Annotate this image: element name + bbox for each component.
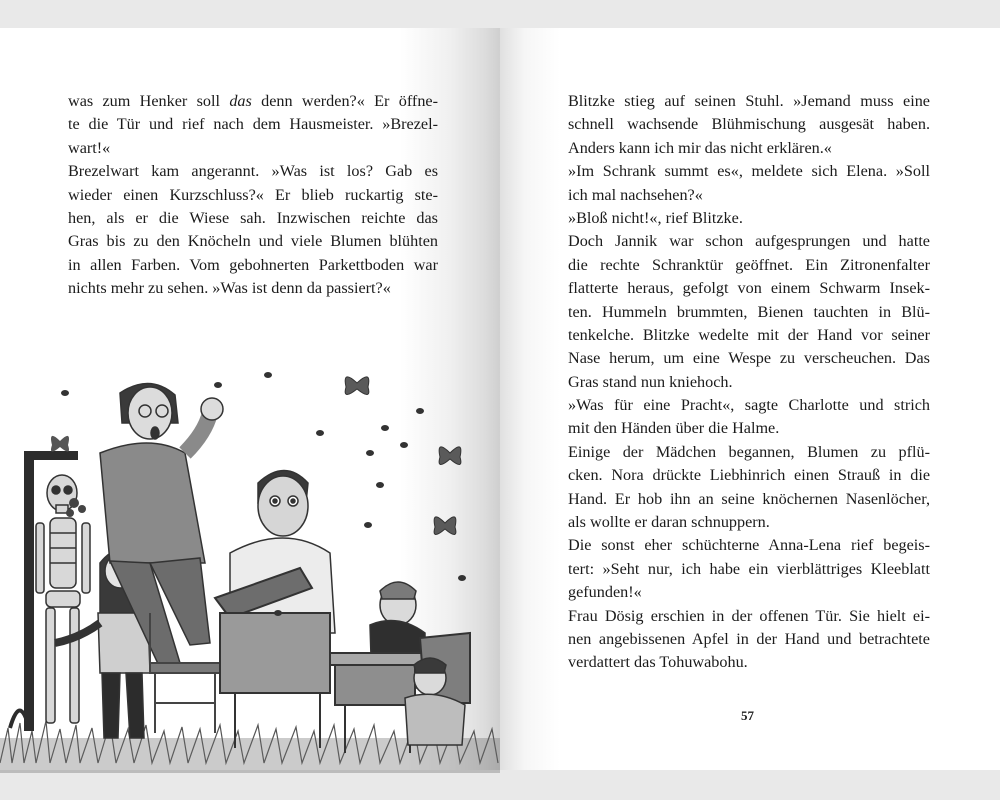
text-line: verdattert das Tohuwabohu. [568,653,748,672]
text-line: tenkelche. Blitzke wedelte mit der Hand vor seiner [568,325,930,344]
text-line: flatterte heraus, gefolgt von einem Schwarm Insek- [568,279,930,298]
text-line: Gras stand nun kniehoch. [568,372,733,391]
text-line: »Was für eine Pracht«, sagte Charlotte und strich [568,396,930,415]
text-line: te die Tür und rief nach dem Hausmeister. »Brezel- [68,115,438,134]
text-line: was zum Henker soll das denn werden?« Er öffne- [68,92,438,110]
butterflies [345,377,461,535]
text-line: Nase herum, um eine Wespe zu verscheuchen. Das [568,349,930,368]
text-line: als wollte er daran schnuppern. [568,513,770,532]
text-line: nichts mehr zu sehen. »Was ist denn da passiert?« [68,279,391,298]
right-page-text [568,90,930,675]
text-line: gefunden!« [568,583,642,602]
text-line: Doch Jannik war schon aufgesprungen und hatte [568,232,930,251]
text-line: ten. Hummeln brummten, Bienen tauchten in Blü- [568,302,930,321]
text-line: hen, als er die Wiese sah. Inzwischen reichte das [68,208,438,227]
text-line: schnell wachsende Blühmischung ausgesät haben. [568,115,930,134]
left-page-text [68,90,438,301]
text-line: wieder einen Kurzschluss?« Er blieb ruckartig ste- [68,185,438,204]
text-line: nen angebissenen Apfel in der Hand und betrachtete [568,629,930,648]
text-line: Hand. Er hob ihn an seine knöchernen Nasenlöcher, [568,489,930,508]
left-page [0,28,500,770]
text-line: Gras bis zu den Knöcheln und viele Blumen blühten [68,232,438,251]
text-line: cken. Nora drückte Liebhinrich einen Strauß in die [568,466,930,485]
text-line: Frau Dösig erschien in der offenen Tür. Sie hielt ei- [568,606,930,625]
text-line: ich mal nachsehen?« [568,185,703,204]
text-line: in allen Farben. Vom gebohnerten Parkettboden war [68,255,438,274]
text-line: Blitzke stieg auf seinen Stuhl. »Jemand muss eine [568,92,930,110]
text-line: »Bloß nicht!«, rief Blitzke. [568,208,743,227]
text-line: Anders kann ich mir das nicht erklären.« [568,138,832,157]
classroom-illustration [0,333,500,773]
text-line: Brezelwart kam angerannt. »Was ist los? Gab es [68,162,438,181]
text-line: Die sonst eher schüchterne Anna-Lena rief begeis- [568,536,930,555]
text-line: wart!« [68,138,111,157]
butterfly-on-stand [51,436,69,452]
text-line: tert: »Seht nur, ich habe ein vierblättriges Kleeblatt [568,559,930,578]
text-line: mit den Händen über die Halme. [568,419,780,438]
page-number: 57 [741,708,754,723]
text-line: Einige der Mädchen begannen, Blumen zu pflü- [568,442,930,461]
text-line: »Im Schrank summt es«, meldete sich Elena. »Soll [568,162,930,181]
text-line: die rechte Schranktür geöffnet. Ein Zitronenfalter [568,255,930,274]
open-book [0,28,1000,770]
